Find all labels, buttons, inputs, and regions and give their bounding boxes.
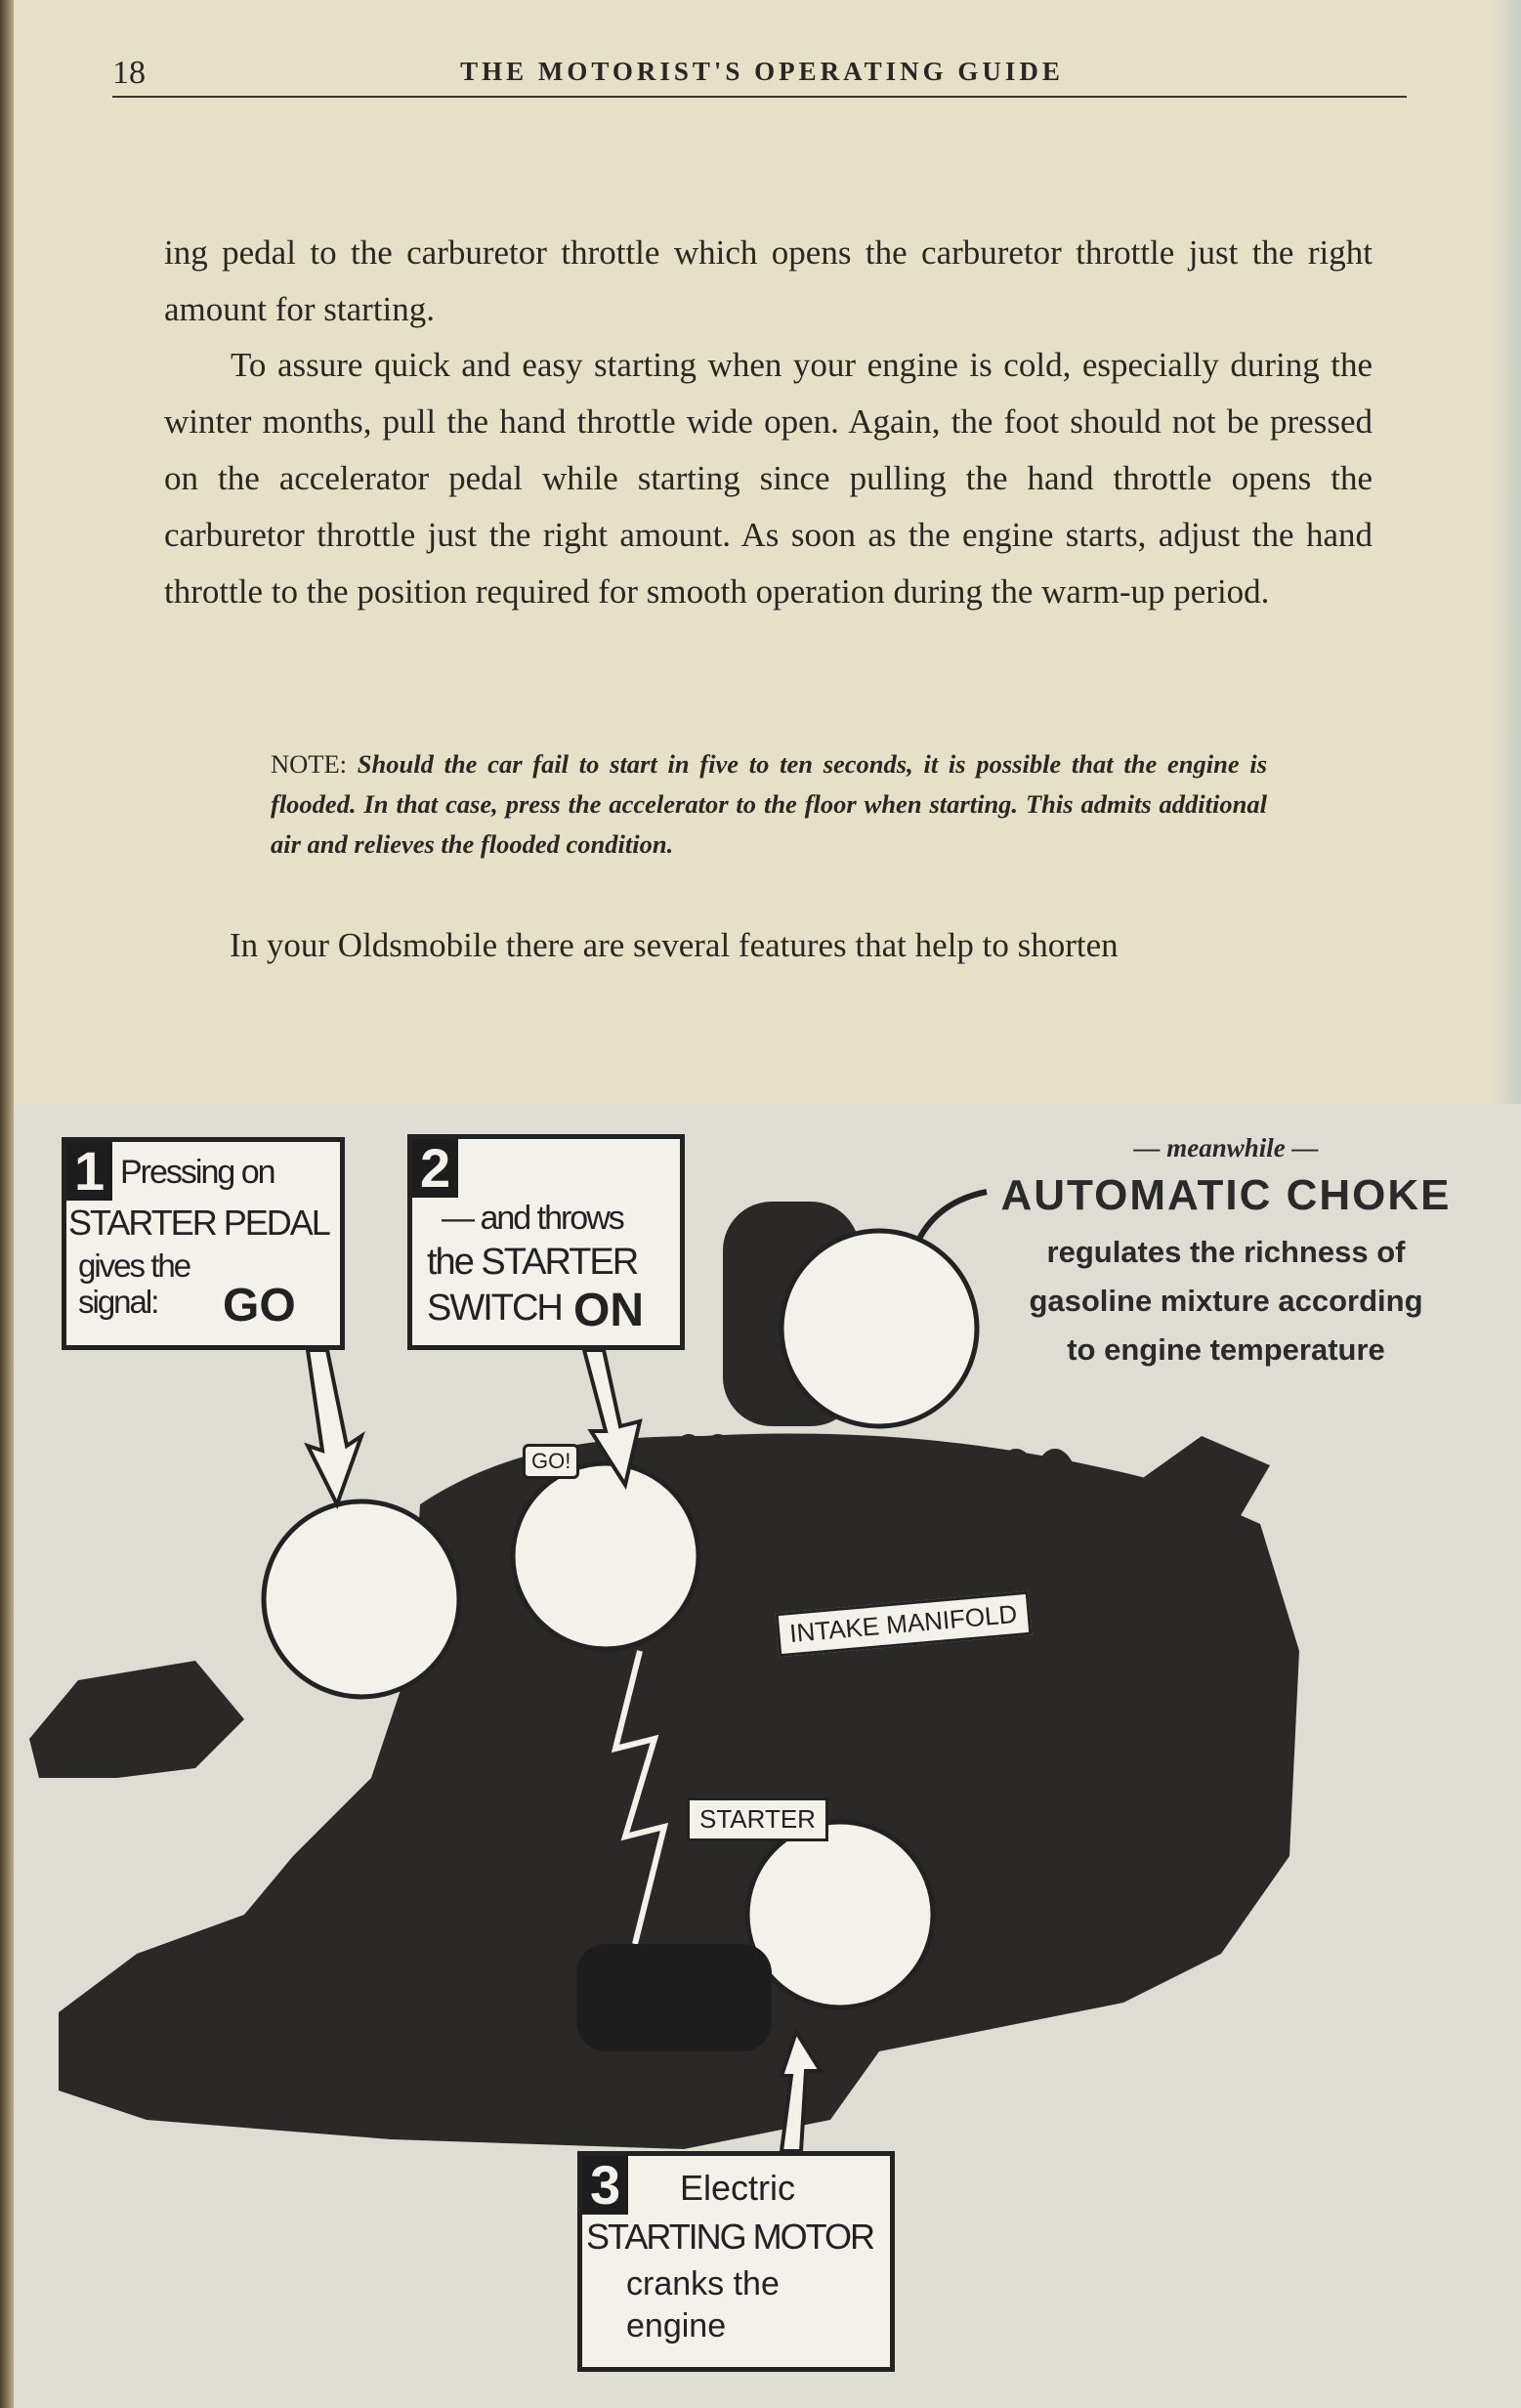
- step-2-line-3: SWITCH: [427, 1288, 562, 1329]
- step-1-line-1: Pressing on: [120, 1154, 275, 1191]
- step-2-line-1: — and throws: [442, 1200, 623, 1237]
- paragraph-3: In your Oldsmobile there are several features that help to shorten: [230, 926, 1119, 964]
- starter-label: STARTER: [687, 1797, 828, 1841]
- step-2-on: ON: [573, 1285, 644, 1336]
- meanwhile-label: — meanwhile —: [1133, 1133, 1319, 1162]
- step-2-callout: [407, 1134, 685, 1350]
- automatic-choke-caption: [977, 1133, 1475, 1374]
- step-1-line-2: STARTER PEDAL: [68, 1203, 329, 1243]
- step-1-line-4: signal:: [78, 1284, 158, 1320]
- paragraph-2: To assure quick and easy starting when your engine is cold, especially during the winter months, pull the hand throttle wide open. Again, the foot should not be pressed on the accelerator pedal while starting since pulling the hand throttle opens the carburetor throttle just the right amount. As soon as the engine starts, adjust the hand throttle to the position required for smooth operation during the warm-up period.: [164, 346, 1373, 611]
- starting-motor: [576, 1944, 772, 2051]
- choke-line-3: to engine temperature: [1067, 1332, 1385, 1367]
- choke-line-1: regulates the richness of: [1046, 1235, 1406, 1269]
- step-1-number: 1: [66, 1142, 112, 1201]
- step-3-callout: [577, 2151, 895, 2372]
- intake-manifold-label: INTAKE MANIFOLD: [776, 1591, 1032, 1657]
- paragraph-1: ing pedal to the carburetor throttle which opens the carburetor throttle just the right amount for starting.: [164, 233, 1373, 328]
- page-number: 18: [112, 55, 146, 91]
- go-speech-bubble: GO!: [523, 1444, 579, 1479]
- step-3-line-3: cranks the: [626, 2265, 780, 2302]
- automatic-choke-title: AUTOMATIC CHOKE: [1000, 1171, 1452, 1219]
- note-text: Should the car fail to start in five to ten seconds, it is possible that the engine is flooded. In that case, press the accelerator to the floor when starting. This admits additional air and relieves the flooded condition.: [271, 749, 1268, 859]
- step-1-go: GO: [223, 1280, 296, 1331]
- step-3-line-4: engine: [626, 2307, 727, 2345]
- step-3-number: 3: [582, 2156, 628, 2215]
- step-2-number: 2: [412, 1139, 458, 1198]
- choke-line-2: gasoline mixture according: [1029, 1284, 1423, 1318]
- step-3-line-2: STARTING MOTOR: [586, 2217, 874, 2257]
- note-label: NOTE:: [271, 749, 348, 779]
- step-3-line-1: Electric: [680, 2168, 796, 2208]
- step-2-line-2: the STARTER: [427, 1242, 638, 1283]
- running-header: THE MOTORIST'S OPERATING GUIDE: [460, 57, 1064, 86]
- step-1-line-3: gives the: [78, 1247, 190, 1284]
- step-1-callout: [62, 1137, 345, 1350]
